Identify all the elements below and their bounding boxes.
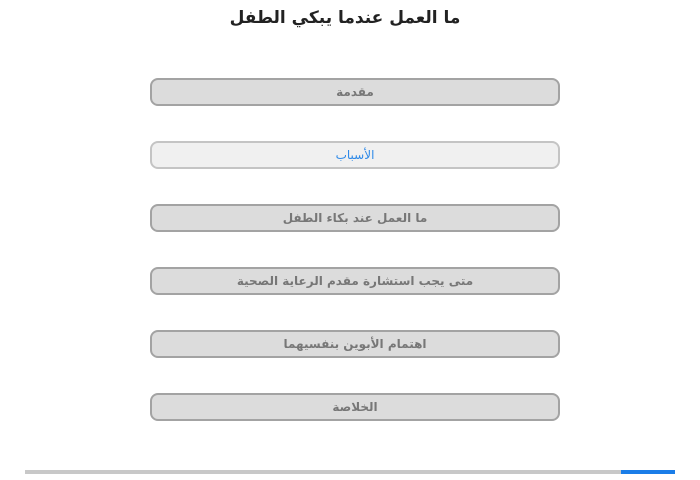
menu-button-introduction[interactable]: مقدمة xyxy=(150,78,560,106)
chapter-menu xyxy=(150,78,560,456)
menu-button-causes[interactable]: الأسباب xyxy=(150,141,560,169)
menu-button-what-to-do[interactable]: ما العمل عند بكاء الطفل xyxy=(150,204,560,232)
menu-button-parent-self-care[interactable]: اهتمام الأبوين بنفسيهما xyxy=(150,330,560,358)
progress-bar-fill xyxy=(621,470,675,474)
progress-bar xyxy=(25,470,675,474)
menu-button-summary[interactable]: الخلاصة xyxy=(150,393,560,421)
page-title: ما العمل عندما يبكي الطفل xyxy=(229,8,461,28)
menu-button-when-to-consult[interactable]: متى يجب استشارة مقدم الرعاية الصحية xyxy=(150,267,560,295)
